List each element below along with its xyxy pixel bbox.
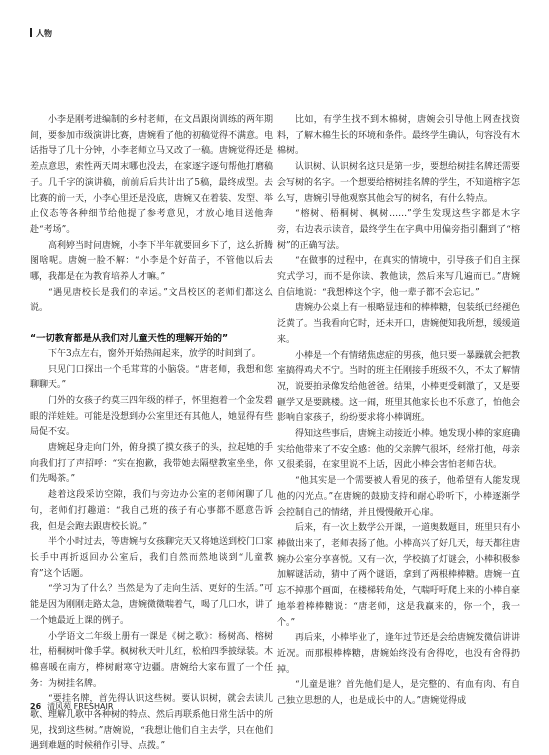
- paragraph: 高利婷当时问唐婉，小李下半年就要回乡下了，这么折腾图啥呢。唐婉一脸不解：“小李是个好苗子，不管他以后去哪，我都是在为教育培养人才嘛。”: [30, 240, 274, 283]
- paragraph: “榕树、梧桐树、枫树……”学生发现这些字都是木字旁，右边表示读音，最终学生在字典中用偏旁指引翻到了“榕树”的正确写法。: [277, 209, 520, 251]
- right-column: [277, 113, 520, 710]
- paragraph: 再后来，小棒毕业了，逢年过节还是会给唐婉发微信讲讲近况。而那根棒棒糖，唐婉始终没有舍得吃，也没有舍得扔掉。: [277, 633, 521, 675]
- paragraph: “在做事的过程中，在真实的情境中，引导孩子们自主探究式学习，而不是你读、教他读，然后来写几遍而已。”唐婉自信地说：“我想棒这个字，他一辈子都不会忘记。”: [277, 256, 520, 298]
- page-footer: [30, 701, 113, 712]
- paragraph: “要挂名牌，首先得认识这些树。要认识树，就会去读儿歌、理解儿歌中各种树的特点、然后再联系他日常生活中的所见，找到这些树。”唐婉说，“我想让他们自主去学，只在他们遇到难题的时候稍作引导、点拨。”: [30, 694, 274, 752]
- paragraph: 认识树、认识树名这只是第一步，要想给树挂名牌还需要会写树的名字。一个想要给榕树挂名牌的学生，不知道榕字怎么写，唐婉引导他观察其他会写的树名，有什么特点。: [277, 162, 521, 204]
- left-column: [30, 113, 273, 755]
- paragraph: 小棒是一个有情绪焦虑症的男孩，他只要一暴躁就会把教室搞得鸡犬不宁。当时的班主任刚接手班级不久，不太了解情况，说要拍录像发给他爸爸。结果，小棒更受刺激了，又是要砸学又是要跳楼。这一闹，班里其他家长也不乐意了，怕他会影响自家孩子，纷纷要求将小棒调班。: [277, 350, 521, 424]
- page-number: 26: [30, 702, 42, 711]
- section-title: “一切教育都是从我们对儿童天性的理解开始的”: [30, 333, 229, 345]
- paragraph: 下午3点左右，窗外开始热闹起来，放学的时间到了。: [48, 348, 261, 359]
- paragraph: 唐婉办公桌上有一根略显违和的棒棒糖，包装纸已经褪色泛黄了。当我看向它时，还未开口，唐婉便知我所想，缓缓道来。: [277, 303, 521, 345]
- paragraph: 半个小时过去，等唐婉与女孩聊完天又将她送到校门口家长手中再折返回办公室后，我们自然而然地谈到“儿童教育”这个话题。: [30, 537, 274, 579]
- magazine-name: 清风苑 FRESHAIR: [47, 702, 114, 711]
- header-bar-icon: [30, 28, 32, 37]
- paragraph: 比如，有学生找不到木棉树，唐婉会引导他上网查找资料，了解木棉生长的环境和条件。最终学生确认，句容没有木棉树。: [277, 115, 521, 157]
- paragraph: 得知这些事后，唐婉主动接近小棒。她发现小棒的家庭确实给他带来了不安全感：他的父亲脾气很坏，经常打他，母亲又很柔弱，在家里说不上话，因此小棒会害怕老师告状。: [277, 429, 521, 471]
- paragraph: 只见门口探出一个毛茸茸的小脑袋。“唐老师，我想和您聊聊天。”: [30, 364, 273, 391]
- paragraph: 小李是刚考进编制的乡村老师，在文昌跟岗训练的两年期间，要参加市级演讲比赛，唐婉看了他的初稿觉得不满意。电话指导了几十分钟，小李老师立马又改了一稿。唐婉觉得还是差点意思，索性两天周末哪也没去，在家逐字逐句帮他打磨稿子。几千字的演讲稿，前前后后共计出了5稿，最终成型。去比赛的前一天，小李心里还是没底，唐婉又在着装、发型、举止仪态等各种细节给他提了参考意见，才放心地目送他奔赴“考场”。: [30, 115, 274, 235]
- paragraph: 小学语文二年级上册有一课是《树之歌》：杨树高、榕树壮，梧桐树叶像手掌。枫树秋天叶儿红，松柏四季披绿装。木棉喜暖在南方，桦树耐寒守边疆。唐婉给大家布置了一个任务：为树挂名牌。: [30, 631, 274, 689]
- section-label: 人物: [36, 29, 52, 38]
- paragraph: 门外的女孩子约莫三四年级的样子，怀里抱着一个金发碧眼的洋娃娃。可能是没想到办公室里还有其他人，她显得有些局促不安。: [30, 395, 274, 438]
- paragraph: “遇见唐校长是我们的幸运。”文昌校区的老师们都这么说。: [30, 287, 273, 314]
- paragraph: “儿童是谁？首先他们是人，是完整的、有血有肉、有自己独立思想的人，也是成长中的人。”唐婉觉得成: [277, 680, 520, 707]
- paragraph: 唐婉起身走向门外，俯身摸了摸女孩子的头，拉起她的手向我们打了声招呼：“实在抱歉，我带她去隔壁教室坐坐，你们先喝茶。”: [30, 443, 274, 485]
- paragraph: “学习为了什么？当然是为了走向生活、更好的生活。”可能是因为刚刚走路太急，唐婉微微喘着气，喝了几口水，讲了一个她最近上课的例子。: [30, 584, 274, 626]
- paragraph: “他其实是一个需要被人看见的孩子，他希望有人能发现他的闪光点。”在唐婉的鼓励支持和耐心聆听下，小棒逐渐学会控制自己的情绪，并且慢慢敞开心扉。: [277, 476, 520, 518]
- section-header: [30, 28, 52, 39]
- paragraph: 后来，有一次上数学公开课，一道奥数题目，班里只有小棒做出来了，老师表扬了他。小棒高兴了好几天，每天都往唐婉办公室分享喜悦。又有一次，学校搞了灯谜会，小棒积极参加解谜活动，猜中了两个谜语，拿到了两根棒棒糖。唐婉一直忘不掉那个画面，在楼梯转角处，气喘吁吁爬上来的小棒自豪地举着棒棒糖说：“唐老师，这是我赢来的，你一个，我一个。”: [277, 523, 521, 628]
- paragraph: 趁着这段采访空隙，我们与旁边办公室的老师闲聊了几句，老师们打趣道：“我自己班的孩子有心事都不愿意告诉我，但是会跑去跟唐校长说。”: [30, 490, 273, 532]
